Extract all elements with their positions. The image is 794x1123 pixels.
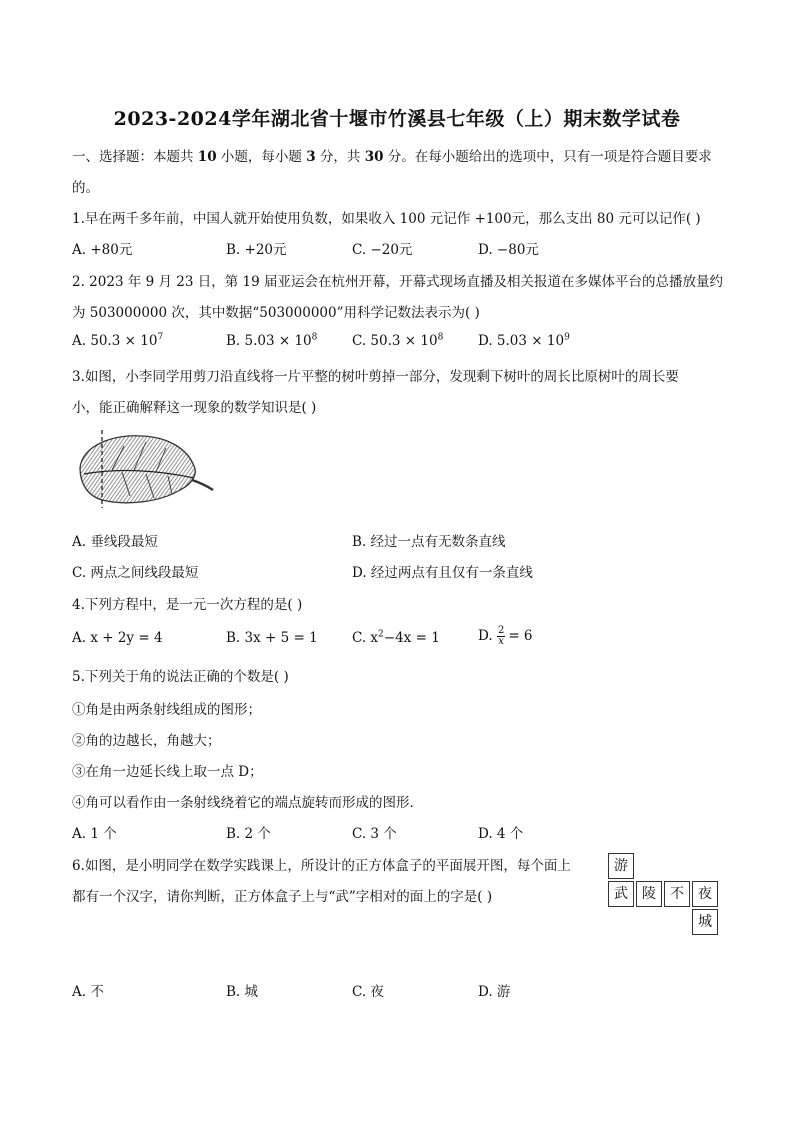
q4-d-denominator: x bbox=[498, 636, 504, 647]
section-count: 10 bbox=[197, 149, 217, 165]
q5-statement-2: ②角的边越长，角越大； bbox=[72, 733, 221, 749]
q2-a-exp: 7 bbox=[157, 332, 164, 343]
q5-option-b[interactable]: B. 2 个 bbox=[226, 826, 271, 842]
q1-option-c[interactable]: C. −20元 bbox=[352, 242, 413, 258]
q6-stem-line2: 都有一个汉字，请你判断，正方体盒子上与“武”字相对的面上的字是( ) bbox=[72, 889, 493, 905]
q4-stem: 4.下列方程中，是一元一次方程的是( ) bbox=[72, 597, 303, 613]
leaf-shape bbox=[80, 436, 195, 503]
q4-d-post: = 6 bbox=[508, 628, 533, 644]
q2-d-exp: 9 bbox=[564, 332, 570, 343]
net-cell-wu: 武 bbox=[608, 881, 634, 907]
q4-d-numerator: 2 bbox=[497, 625, 505, 636]
q6-option-b[interactable]: B. 城 bbox=[226, 984, 259, 1000]
q3-option-a[interactable]: A. 垂线段最短 bbox=[72, 534, 158, 550]
q3-stem-line1: 3.如图，小李同学用剪刀沿直线将一片平整的树叶剪掉一部分，发现剩下树叶的周长比原树叶的周长要 bbox=[72, 369, 679, 385]
section-tail: 分。在每小题给出的选项中，只有一项是符合题目要求 bbox=[383, 149, 712, 165]
q4-d-fraction bbox=[497, 626, 505, 647]
q4-c-exp: 2 bbox=[378, 629, 384, 640]
q2-option-d[interactable] bbox=[478, 333, 570, 349]
q2-stem-line1: 2. 2023 年 9 月 23 日，第 19 届亚运会在杭州开幕，开幕式现场直播及相关报道在多媒体平台的总播放量约 bbox=[72, 274, 724, 290]
section-header bbox=[72, 145, 712, 165]
q4-d-pre: D. bbox=[478, 628, 497, 644]
q2-stem-line2: 为 503000000 次，其中数据“503000000”用科学记数法表示为( ) bbox=[72, 305, 480, 321]
q3-stem-line2: 小，能正确解释这一现象的数学知识是( ) bbox=[72, 400, 317, 416]
q1-stem: 1.早在两千多年前，中国人就开始使用负数，如果收入 100 元记作 +100元，那么支出 80 元可以记作( ) bbox=[72, 211, 701, 227]
net-cell-bu: 不 bbox=[664, 881, 690, 907]
q2-c-exp: 8 bbox=[437, 332, 444, 343]
q5-statement-1: ①角是由两条射线组成的图形； bbox=[72, 702, 261, 718]
section-mid1: 小题，每小题 bbox=[216, 149, 307, 165]
q4-option-d[interactable] bbox=[478, 626, 533, 647]
section-prefix: 一、选择题：本题共 bbox=[72, 149, 198, 165]
q4-option-b[interactable]: B. 3x + 5 = 1 bbox=[226, 630, 318, 646]
q4-c-post: −4x = 1 bbox=[383, 630, 440, 646]
q5-stem: 5.下列关于角的说法正确的个数是( ) bbox=[72, 669, 289, 685]
q6-option-c[interactable]: C. 夜 bbox=[352, 984, 384, 1000]
q1-option-d[interactable]: D. −80元 bbox=[478, 242, 539, 258]
q5-option-c[interactable]: C. 3 个 bbox=[352, 826, 397, 842]
q2-c-base: C. 50.3 × 10 bbox=[352, 333, 438, 349]
q5-option-d[interactable]: D. 4 个 bbox=[478, 826, 524, 842]
leaf-figure bbox=[72, 428, 217, 510]
q6-option-a[interactable]: A. 不 bbox=[72, 984, 104, 1000]
section-tail2: 的。 bbox=[72, 180, 99, 196]
net-cell-ye: 夜 bbox=[692, 881, 718, 907]
q2-option-a[interactable] bbox=[72, 333, 163, 349]
q4-c-pre: C. x bbox=[352, 630, 379, 646]
q4-option-c[interactable] bbox=[352, 630, 440, 646]
section-points: 3 bbox=[306, 149, 316, 165]
net-cell-you: 游 bbox=[608, 853, 634, 879]
section-mid2: 分，共 bbox=[315, 149, 365, 165]
q1-option-a[interactable]: A. +80元 bbox=[72, 242, 133, 258]
q2-a-base: A. 50.3 × 10 bbox=[72, 333, 158, 349]
net-cell-cheng: 城 bbox=[692, 909, 718, 935]
leaf-stem bbox=[192, 480, 213, 490]
q2-option-b[interactable] bbox=[226, 333, 317, 349]
page-title: 2023-2024学年湖北省十堰市竹溪县七年级（上）期末数学试卷 bbox=[113, 108, 681, 130]
q6-stem-line1: 6.如图，是小明同学在数学实践课上，所设计的正方体盒子的平面展开图，每个面上 bbox=[72, 858, 571, 874]
q3-option-b[interactable]: B. 经过一点有无数条直线 bbox=[352, 534, 506, 550]
q2-b-exp: 8 bbox=[311, 332, 318, 343]
q5-statement-4: ④角可以看作由一条射线绕着它的端点旋转而形成的图形． bbox=[72, 795, 423, 811]
q2-b-base: B. 5.03 × 10 bbox=[226, 333, 312, 349]
q5-option-a[interactable]: A. 1 个 bbox=[72, 826, 117, 842]
q1-option-b[interactable]: B. +20元 bbox=[226, 242, 287, 258]
q2-d-base: D. 5.03 × 10 bbox=[478, 333, 565, 349]
section-total: 30 bbox=[364, 149, 384, 165]
net-cell-ling: 陵 bbox=[636, 881, 662, 907]
q4-option-a[interactable]: A. x + 2y = 4 bbox=[72, 630, 163, 646]
q6-option-d[interactable]: D. 游 bbox=[478, 984, 511, 1000]
q3-option-d[interactable]: D. 经过两点有且仅有一条直线 bbox=[352, 565, 533, 581]
q2-option-c[interactable] bbox=[352, 333, 443, 349]
q3-option-c[interactable]: C. 两点之间线段最短 bbox=[72, 565, 199, 581]
q5-statement-3: ③在角一边延长线上取一点 D； bbox=[72, 764, 263, 780]
